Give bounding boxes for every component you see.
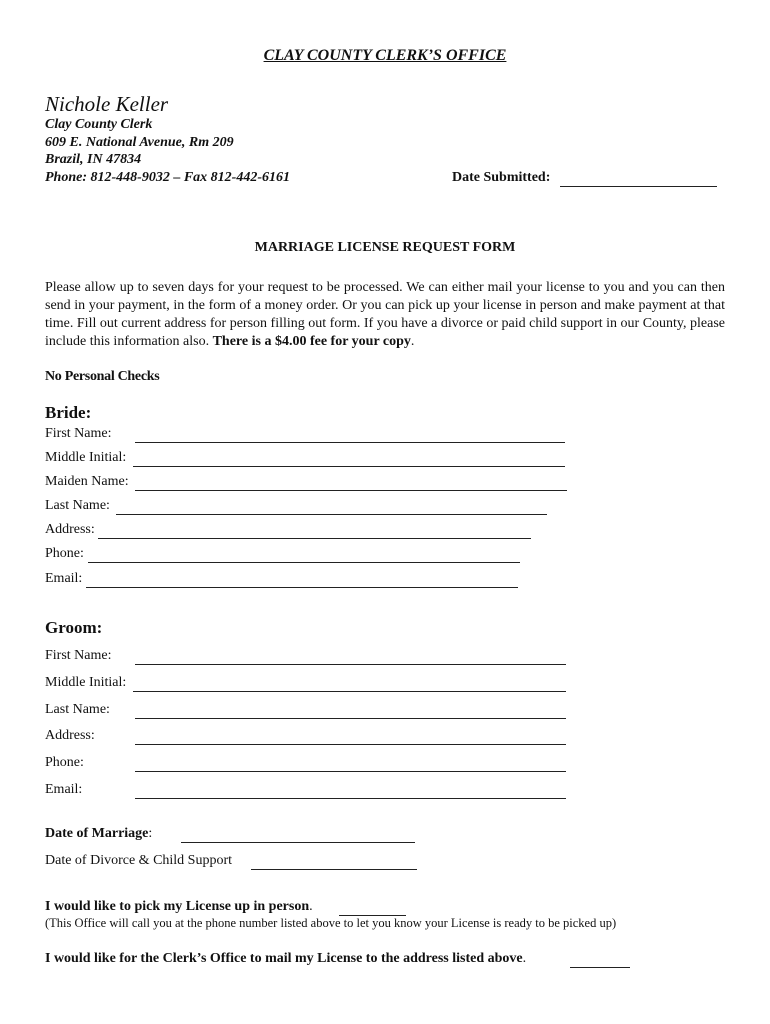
mail-option-text: I would like for the Clerk’s Office to mail my License to the address listed above bbox=[45, 951, 523, 966]
date-of-marriage-colon: : bbox=[148, 826, 153, 841]
groom-email-label: Email: bbox=[45, 782, 83, 797]
bride-heading: Bride: bbox=[45, 403, 92, 422]
pickup-note: (This Office will call you at the phone number listed above to let you know your License is ready to be picked up) bbox=[45, 916, 617, 930]
bride-first-name-field[interactable] bbox=[135, 442, 565, 443]
clerk-title: Clay County Clerk bbox=[45, 117, 153, 132]
groom-address-label: Address: bbox=[45, 728, 95, 743]
mail-option-label bbox=[45, 951, 526, 967]
groom-address-field[interactable] bbox=[135, 744, 566, 745]
date-of-marriage-field[interactable] bbox=[181, 842, 415, 843]
office-phone-fax: Phone: 812-448-9032 – Fax 812-442-6161 bbox=[45, 170, 290, 185]
date-submitted-field[interactable] bbox=[560, 186, 717, 187]
mail-option-period: . bbox=[522, 951, 527, 966]
intro-paragraph bbox=[45, 279, 725, 351]
pickup-option-period: . bbox=[309, 899, 313, 914]
office-title: CLAY COUNTY CLERK’S OFFICE bbox=[263, 47, 507, 64]
bride-email-field[interactable] bbox=[86, 587, 518, 588]
bride-address-field[interactable] bbox=[98, 538, 531, 539]
groom-middle-initial-label: Middle Initial: bbox=[45, 675, 127, 690]
bride-phone-label: Phone: bbox=[45, 546, 84, 561]
bride-phone-field[interactable] bbox=[88, 562, 520, 563]
pickup-option-text: I would like to pick my License up in person bbox=[45, 899, 310, 914]
office-address: 609 E. National Avenue, Rm 209 bbox=[45, 135, 234, 150]
date-of-marriage-text: Date of Marriage bbox=[45, 826, 149, 841]
bride-last-name-label: Last Name: bbox=[45, 498, 110, 513]
bride-email-label: Email: bbox=[45, 571, 83, 586]
fee-notice: There is a $4.00 fee for your copy bbox=[212, 334, 411, 349]
pickup-option-label bbox=[45, 899, 313, 915]
groom-heading: Groom: bbox=[45, 618, 103, 637]
groom-last-name-label: Last Name: bbox=[45, 702, 110, 717]
no-personal-checks-notice: No Personal Checks bbox=[45, 369, 160, 384]
groom-email-field[interactable] bbox=[135, 798, 566, 799]
groom-phone-label: Phone: bbox=[45, 755, 84, 770]
bride-middle-initial-label: Middle Initial: bbox=[45, 450, 127, 465]
groom-first-name-label: First Name: bbox=[45, 648, 112, 663]
groom-first-name-field[interactable] bbox=[135, 664, 566, 665]
intro-text: Please allow up to seven days for your request to be processed. We can either mail your license to you and you can then send in your payment, in the form of a money order. Or you can pick up your license in person and make payment at that time. Fill out current address for person filling out form. If you have a divorce or paid child support in our County, please include this information also. bbox=[45, 280, 725, 349]
mail-option-field[interactable] bbox=[570, 967, 630, 968]
date-of-marriage-label bbox=[45, 826, 152, 842]
date-of-divorce-field[interactable] bbox=[251, 869, 417, 870]
groom-middle-initial-field[interactable] bbox=[133, 691, 566, 692]
bride-maiden-name-label: Maiden Name: bbox=[45, 474, 129, 489]
office-city: Brazil, IN 47834 bbox=[45, 152, 142, 167]
bride-first-name-label: First Name: bbox=[45, 426, 112, 441]
bride-address-label: Address: bbox=[45, 522, 95, 537]
groom-phone-field[interactable] bbox=[135, 771, 566, 772]
clerk-name: Nichole Keller bbox=[45, 92, 169, 116]
bride-middle-initial-field[interactable] bbox=[133, 466, 565, 467]
date-of-divorce-label: Date of Divorce & Child Support bbox=[45, 853, 233, 868]
groom-last-name-field[interactable] bbox=[135, 718, 566, 719]
form-title: MARRIAGE LICENSE REQUEST FORM bbox=[254, 240, 516, 255]
date-submitted-label: Date Submitted: bbox=[452, 170, 551, 185]
bride-maiden-name-field[interactable] bbox=[135, 490, 567, 491]
intro-end: . bbox=[410, 334, 415, 349]
bride-last-name-field[interactable] bbox=[116, 514, 547, 515]
